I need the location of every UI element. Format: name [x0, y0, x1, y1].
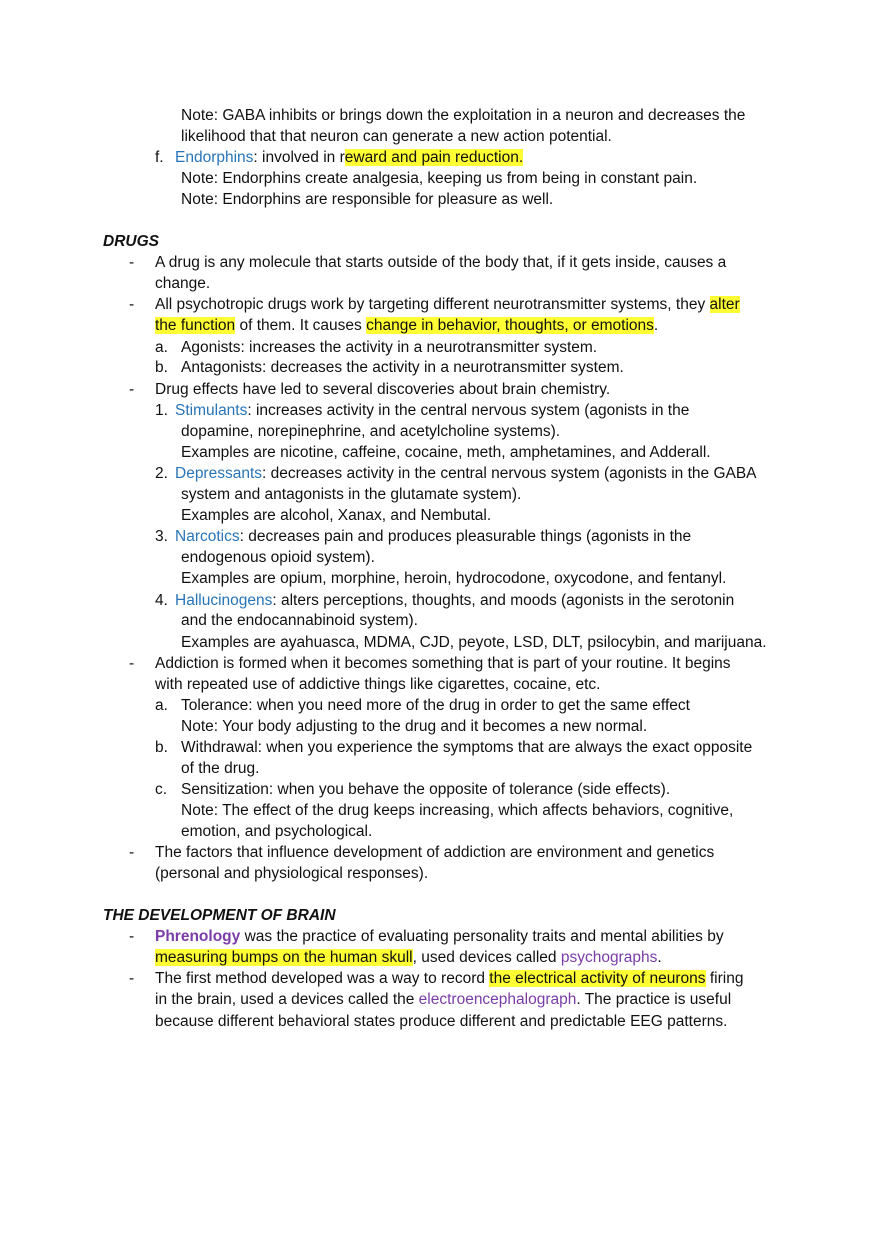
- stimulants-line-1: [175, 400, 689, 421]
- list-marker: b.: [155, 739, 168, 756]
- psychotropic-text: All psychotropic drugs work by targeting different neurotransmitter systems, they: [155, 296, 710, 313]
- drug-definition-line-2: change.: [155, 275, 211, 292]
- eeg-line-1: [155, 968, 743, 989]
- bullet-dash: -: [129, 928, 135, 945]
- list-marker: 3.: [155, 528, 168, 545]
- addiction-line-2: with repeated use of addictive things like cigarettes, cocaine, etc.: [155, 676, 601, 693]
- stimulants-term: Stimulants: [175, 402, 248, 419]
- narcotics-text: : decreases pain and produces pleasurable things (agonists in the: [239, 528, 692, 545]
- list-marker: f.: [155, 149, 164, 166]
- phrenology-line-1: [155, 926, 724, 947]
- psychotropic-highlight: change in behavior, thoughts, or emotions: [366, 317, 654, 334]
- bullet-dash: -: [129, 970, 135, 987]
- psychotropic-line-2: [155, 315, 658, 336]
- sensitization-note-1: Note: The effect of the drug keeps increasing, which affects behaviors, cognitive,: [181, 802, 734, 819]
- factors-line-1: The factors that influence development of addiction are environment and genetics: [155, 844, 715, 861]
- endorphins-note-2: Note: Endorphins are responsible for pleasure as well.: [181, 191, 554, 208]
- hallucinogens-line-1: [175, 590, 734, 611]
- narcotics-line-1: [175, 526, 691, 547]
- phrenology-line-2: [155, 947, 662, 968]
- tolerance-note: Note: Your body adjusting to the drug and it becomes a new normal.: [181, 718, 648, 735]
- list-marker: c.: [155, 781, 168, 798]
- phrenology-text: , used devices called: [412, 949, 561, 966]
- eeg-text: in the brain, used a devices called the: [155, 991, 419, 1008]
- depressants-line-1: [175, 463, 757, 484]
- endorphins-term: Endorphins: [175, 149, 254, 166]
- antagonists-item: Antagonists: decreases the activity in a neurotransmitter system.: [181, 359, 624, 376]
- eeg-line-2: [155, 989, 731, 1010]
- drug-definition-line-1: A drug is any molecule that starts outside of the body that, if it gets inside, causes a: [155, 254, 727, 271]
- list-marker: 4.: [155, 592, 168, 609]
- narcotics-examples: Examples are opium, morphine, heroin, hydrocodone, oxycodone, and fentanyl.: [181, 570, 727, 587]
- sensitization-line-1: Sensitization: when you behave the opposite of tolerance (side effects).: [181, 781, 671, 798]
- hallucinogens-line-2: and the endocannabinoid system).: [181, 612, 418, 629]
- sensitization-note-2: emotion, and psychological.: [181, 823, 373, 840]
- bullet-dash: -: [129, 254, 135, 271]
- depressants-line-2: system and antagonists in the glutamate system).: [181, 486, 522, 503]
- hallucinogens-term: Hallucinogens: [175, 592, 273, 609]
- psychotropic-highlight: alter: [709, 296, 740, 313]
- eeg-text: firing: [705, 970, 744, 987]
- narcotics-term: Narcotics: [175, 528, 240, 545]
- list-marker: 1.: [155, 402, 168, 419]
- psychographs-term: psychographs: [560, 949, 658, 966]
- phrenology-highlight: measuring bumps on the human skull: [155, 949, 413, 966]
- hallucinogens-text: : alters perceptions, thoughts, and moods (agonists in the serotonin: [272, 592, 735, 609]
- stimulants-examples: Examples are nicotine, caffeine, cocaine, meth, amphetamines, and Adderall.: [181, 444, 711, 461]
- depressants-examples: Examples are alcohol, Xanax, and Nembutal.: [181, 507, 492, 524]
- list-marker: a.: [155, 339, 168, 356]
- gaba-note-line-2: likelihood that that neuron can generate a new action potential.: [181, 128, 612, 145]
- eeg-text: . The practice is useful: [576, 991, 732, 1008]
- psychotropic-highlight: the function: [155, 317, 236, 334]
- drug-effects-bullet: Drug effects have led to several discoveries about brain chemistry.: [155, 381, 611, 398]
- drugs-heading: DRUGS: [103, 233, 159, 250]
- brain-heading: THE DEVELOPMENT OF BRAIN: [103, 907, 336, 924]
- addiction-line-1: Addiction is formed when it becomes something that is part of your routine. It begins: [155, 655, 731, 672]
- bullet-dash: -: [129, 381, 135, 398]
- endorphins-text: : involved in r: [253, 149, 345, 166]
- bullet-dash: -: [129, 296, 135, 313]
- psychotropic-text: of them. It causes: [235, 317, 367, 334]
- bullet-dash: -: [129, 844, 135, 861]
- agonists-item: Agonists: increases the activity in a neurotransmitter system.: [181, 339, 598, 356]
- eeg-line-3: because different behavioral states produce different and predictable EEG patterns.: [155, 1013, 728, 1030]
- hallucinogens-examples: Examples are ayahuasca, MDMA, CJD, peyote, LSD, DLT, psilocybin, and marijuana.: [181, 634, 767, 651]
- stimulants-line-2: dopamine, norepinephrine, and acetylcholine systems).: [181, 423, 561, 440]
- list-marker: 2.: [155, 465, 168, 482]
- list-marker: b.: [155, 359, 168, 376]
- withdrawal-line-2: of the drug.: [181, 760, 260, 777]
- electroencephalograph-term: electroencephalograph: [418, 991, 577, 1008]
- depressants-text: : decreases activity in the central nervous system (agonists in the GABA: [262, 465, 757, 482]
- psychotropic-line-1: [155, 294, 740, 315]
- psychotropic-text: .: [653, 317, 659, 334]
- tolerance-line-1: Tolerance: when you need more of the drug in order to get the same effect: [181, 697, 690, 714]
- phrenology-text: .: [657, 949, 662, 966]
- stimulants-text: : increases activity in the central nervous system (agonists in the: [247, 402, 690, 419]
- gaba-note-line-1: Note: GABA inhibits or brings down the exploitation in a neuron and decreases the: [181, 107, 746, 124]
- depressants-term: Depressants: [175, 465, 263, 482]
- endorphins-note-1: Note: Endorphins create analgesia, keeping us from being in constant pain.: [181, 170, 698, 187]
- eeg-highlight: the electrical activity of neurons: [489, 970, 706, 987]
- phrenology-text: was the practice of evaluating personality traits and mental abilities by: [240, 928, 724, 945]
- eeg-text: The first method developed was a way to record: [155, 970, 490, 987]
- phrenology-term: Phrenology: [155, 928, 241, 945]
- withdrawal-line-1: Withdrawal: when you experience the symptoms that are always the exact opposite: [181, 739, 753, 756]
- endorphins-item: [175, 147, 523, 168]
- endorphins-highlight: eward and pain reduction.: [344, 149, 524, 166]
- list-marker: a.: [155, 697, 168, 714]
- factors-line-2: (personal and physiological responses).: [155, 865, 429, 882]
- bullet-dash: -: [129, 655, 135, 672]
- narcotics-line-2: endogenous opioid system).: [181, 549, 375, 566]
